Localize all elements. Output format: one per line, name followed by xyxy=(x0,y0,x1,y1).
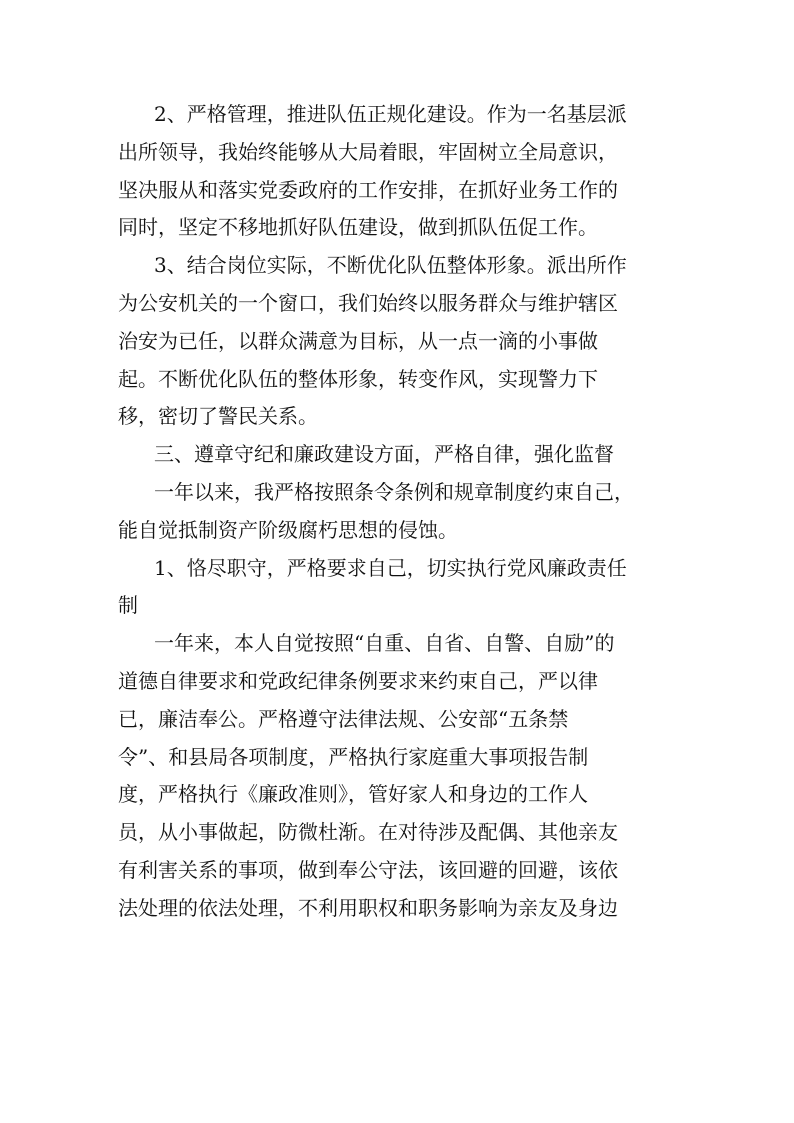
document-body xyxy=(118,96,678,928)
paragraph-line: 3、结合岗位实际，不断优化队伍整体形象。派出所作 xyxy=(154,253,627,278)
paragraph-line: 为公安机关的一个窗口，我们始终以服务群众与维护辖区 xyxy=(118,290,618,315)
paragraph-line: 2、严格管理，推进队伍正规化建设。作为一名基层派 xyxy=(154,102,627,126)
paragraph-line: 法处理的依法处理，不利用职权和职务影响为亲友及身边 xyxy=(118,895,618,920)
section-heading: 三、遵章守纪和廉政建设方面，严格自律，强化监督 xyxy=(154,442,614,467)
paragraph-line: 治安为已任，以群众满意为目标，从一点一滴的小事做 xyxy=(118,328,598,353)
paragraph-line: 同时，坚定不移地抓好队伍建设，做到抓队伍促工作。 xyxy=(118,215,598,240)
paragraph-line: 制 xyxy=(118,593,138,618)
paragraph-line: 一年以来，我严格按照条令条例和规章制度约束自己， xyxy=(154,479,634,504)
paragraph-line: 员，从小事做起，防微杜渐。在对待涉及配偶、其他亲友 xyxy=(118,820,618,845)
paragraph-line: 有利害关系的事项，做到奉公守法，该回避的回避，该依 xyxy=(118,857,618,882)
paragraph-line: 度，严格执行《廉政准则》，管好家人和身边的工作人 xyxy=(118,782,588,807)
paragraph-line: 移，密切了警民关系。 xyxy=(118,404,318,429)
paragraph-line: 能自觉抵制资产阶级腐朽思想的侵蚀。 xyxy=(118,517,458,542)
paragraph-line: 一年来，本人自觉按照“自重、自省、自警、自励”的 xyxy=(154,631,615,656)
paragraph-line: 道德自律要求和党政纪律条例要求来约束自己，严以律 xyxy=(118,668,598,693)
paragraph-line: 起。不断优化队伍的整体形象，转变作风，实现警力下 xyxy=(118,366,598,391)
paragraph-line: 坚决服从和落实党委政府的工作安排，在抓好业务工作的 xyxy=(118,177,618,202)
paragraph-line: 已，廉洁奉公。严格遵守法律法规、公安部“五条禁 xyxy=(118,706,569,731)
paragraph-line: 令”、和县局各项制度，严格执行家庭重大事项报告制 xyxy=(118,744,589,769)
paragraph-line: 1、恪尽职守，严格要求自己，切实执行党风廉政责任 xyxy=(154,555,627,580)
paragraph-line: 出所领导，我始终能够从大局着眼，牢固树立全局意识， xyxy=(118,139,618,164)
